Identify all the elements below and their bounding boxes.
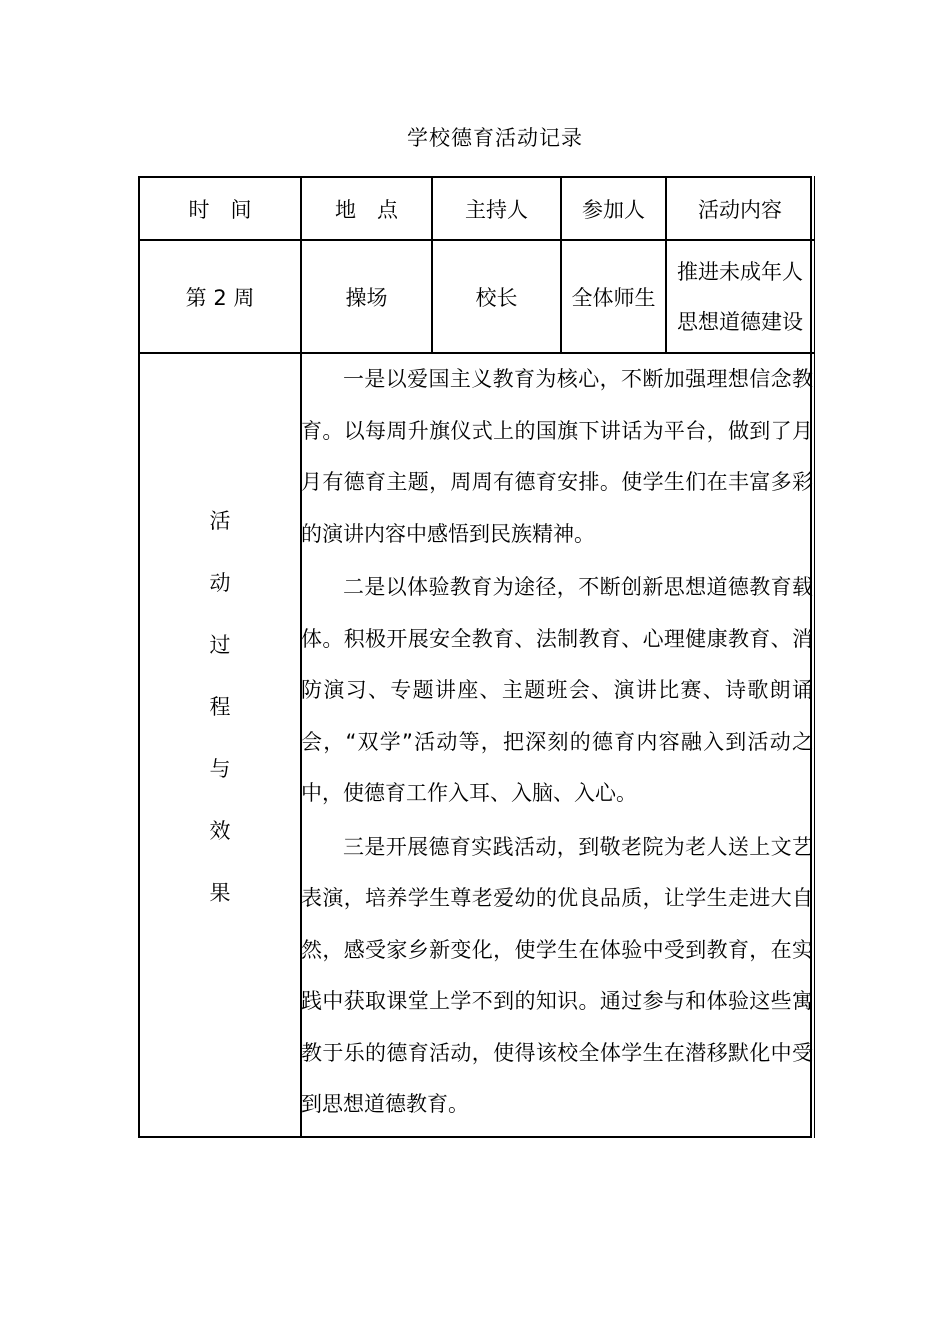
- label-char: 过: [209, 633, 231, 657]
- paragraph-3: 三是开展德育实践活动，到敬老院为老人送上文艺表演，培养学生尊老爱幼的优良品质，让学生走进大自然，感受家乡新变化，使学生在体验中受到教育，在实践中获取课堂上学不到的知识。通过参与和体验这些寓教于乐的德育活动，使得该校全体学生在潜移默化中受到思想道德教育。: [301, 834, 813, 1116]
- table-right-edge: [814, 176, 815, 1138]
- label-char: 效: [209, 819, 231, 843]
- paragraph-2: 二是以体验教育为途径，不断创新思想道德教育载体。积极开展安全教育、法制教育、心理健康教育、消防演习、专题讲座、主题班会、演讲比赛、诗歌朗诵会，“双学”活动等，把深刻的德育内容融入到活动之中，使德育工作入耳、入脑、入心。: [301, 575, 813, 805]
- activity-process-content: [301, 354, 813, 1133]
- document-title: 学校德育活动记录: [407, 126, 583, 150]
- header-place: 地 点: [335, 197, 398, 222]
- label-char: 果: [209, 881, 231, 905]
- label-char: 程: [209, 695, 231, 719]
- cell-host: 校长: [475, 285, 518, 310]
- header-participants: 参加人: [582, 197, 645, 222]
- header-host: 主持人: [465, 197, 528, 222]
- cell-content: [667, 241, 813, 352]
- header-content: 活动内容: [698, 197, 782, 222]
- content-line-1: 推进未成年人: [677, 259, 803, 284]
- cell-participants: 全体师生: [571, 285, 656, 310]
- label-char: 动: [209, 571, 231, 595]
- label-char: 与: [209, 757, 231, 781]
- cell-place: 操场: [345, 285, 388, 310]
- label-char: 活: [209, 509, 231, 533]
- content-line-2: 思想道德建设: [677, 309, 803, 334]
- header-time: 时 间: [188, 197, 252, 222]
- cell-time: 第 2 周: [185, 285, 255, 310]
- paragraph-1: 一是以爱国主义教育为核心，不断加强理想信念教育。以每周升旗仪式上的国旗下讲话为平台，做到了月月有德育主题，周周有德育安排。使学生们在丰富多彩的演讲内容中感悟到民族精神。: [301, 367, 813, 546]
- process-and-effect-label: [140, 490, 300, 924]
